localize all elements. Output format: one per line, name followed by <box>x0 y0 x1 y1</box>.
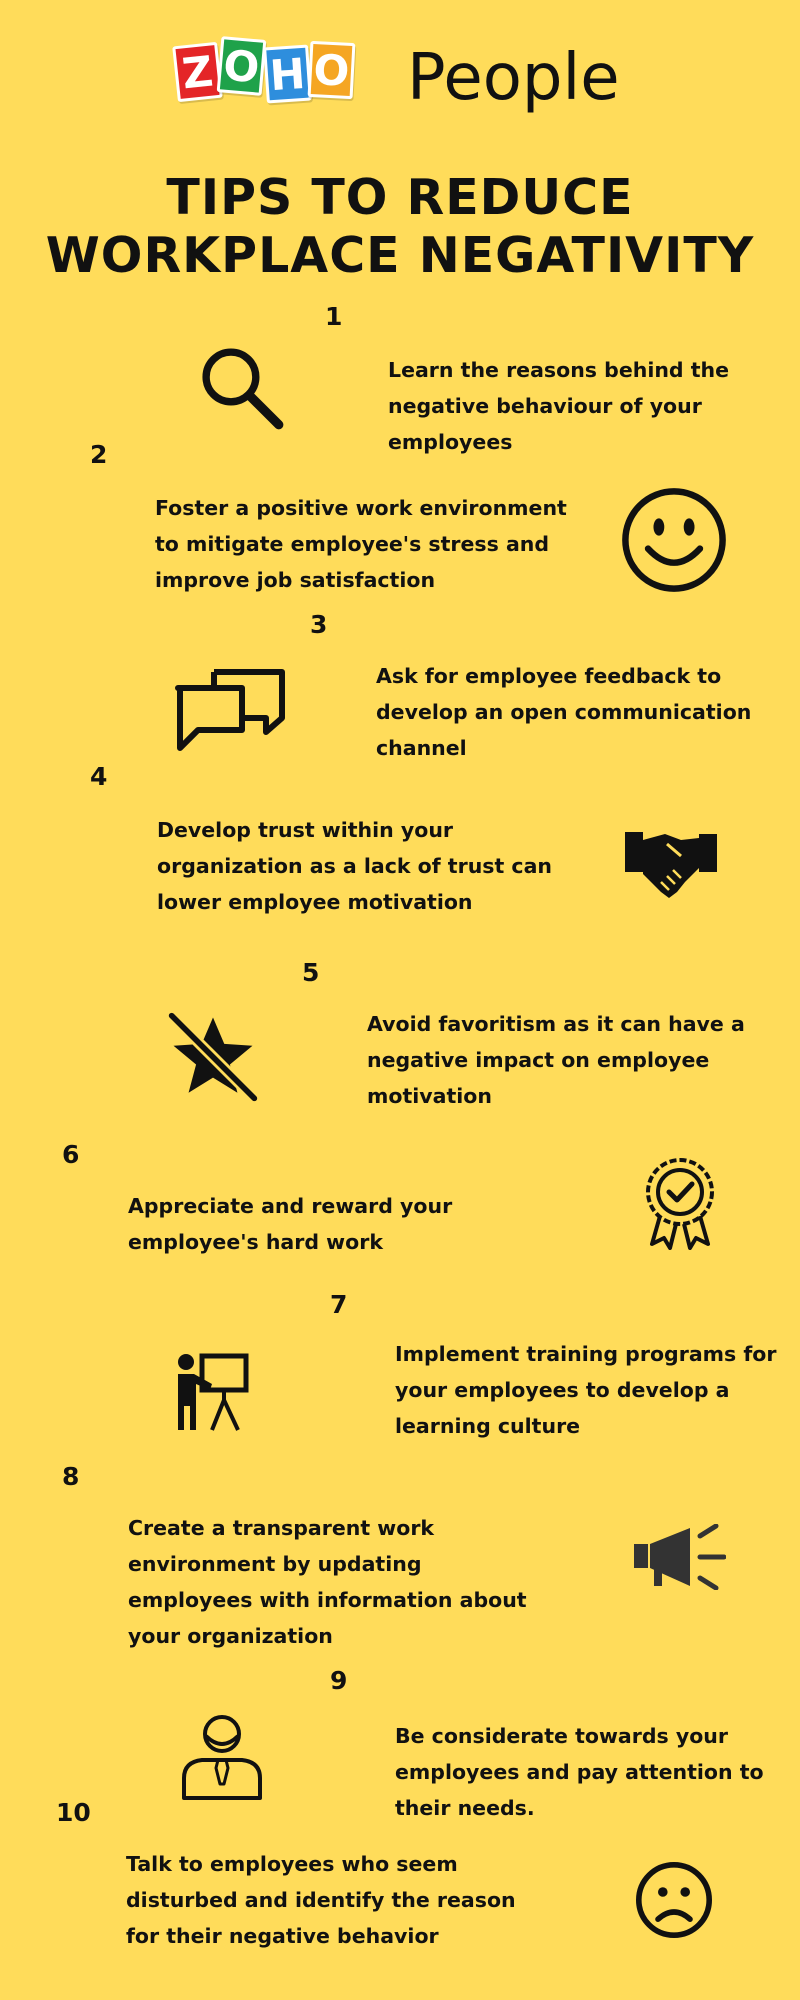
tip-number: 1 <box>325 302 343 331</box>
megaphone-icon <box>634 1524 726 1590</box>
product-name: People <box>407 41 620 115</box>
page-title-line-2: WORKPLACE NEGATIVITY <box>45 227 755 284</box>
award-badge-icon <box>640 1154 720 1250</box>
tip-text: Appreciate and reward your employee's hard work <box>128 1194 453 1254</box>
tip-text: Ask for employee feedback to develop an open communication channel <box>376 664 752 760</box>
tip-number: 3 <box>310 610 328 639</box>
employee-person-icon <box>178 1712 266 1800</box>
tip-number: 2 <box>90 440 108 469</box>
magnifier-icon <box>196 342 288 434</box>
zoho-letter: O <box>221 40 262 92</box>
tip-number: 6 <box>62 1140 80 1169</box>
sad-face-icon <box>634 1860 714 1940</box>
tip-text: Develop trust within your organization as a lack of trust can lower employee motivation <box>157 818 553 914</box>
tip-text: Create a transparent work environment by updating employees with information about your organization <box>128 1516 527 1648</box>
tip-text: Talk to employees who seem disturbed and identify the reason for their negative behavior <box>126 1852 516 1948</box>
tip-text: Avoid favoritism as it can have a negative impact on employee motivation <box>367 1012 745 1108</box>
trainer-board-icon <box>172 1350 250 1432</box>
zoho-letter-tile <box>263 44 312 103</box>
zoho-letter: O <box>312 44 351 96</box>
tip-text: Foster a positive work environment to mitigate employee's stress and improve job satisfaction <box>155 496 567 592</box>
tip-number: 8 <box>62 1462 80 1491</box>
chat-bubbles-icon <box>174 668 286 756</box>
smiley-face-icon <box>620 486 728 594</box>
tip-text: Be considerate towards your employees and pay attention to their needs. <box>395 1724 764 1820</box>
zoho-letter: H <box>268 48 307 100</box>
zoho-letter: Z <box>179 46 216 98</box>
tip-number: 10 <box>56 1798 91 1827</box>
tip-number: 5 <box>302 958 320 987</box>
star-crossed-icon <box>166 1010 260 1104</box>
tip-text: Learn the reasons behind the negative behaviour of your employees <box>388 358 730 454</box>
zoho-letter-tile <box>217 36 267 96</box>
tip-number: 4 <box>90 762 108 791</box>
tip-text: Implement training programs for your employees to develop a learning culture <box>395 1342 777 1438</box>
zoho-letter-tile <box>172 42 223 102</box>
zoho-people-logo <box>175 38 635 128</box>
tip-number: 7 <box>330 1290 348 1319</box>
page-title-line-1: TIPS TO REDUCE <box>166 169 634 226</box>
zoho-letter-tile <box>308 41 356 99</box>
tip-number: 9 <box>330 1666 348 1695</box>
handshake-icon <box>625 826 717 904</box>
